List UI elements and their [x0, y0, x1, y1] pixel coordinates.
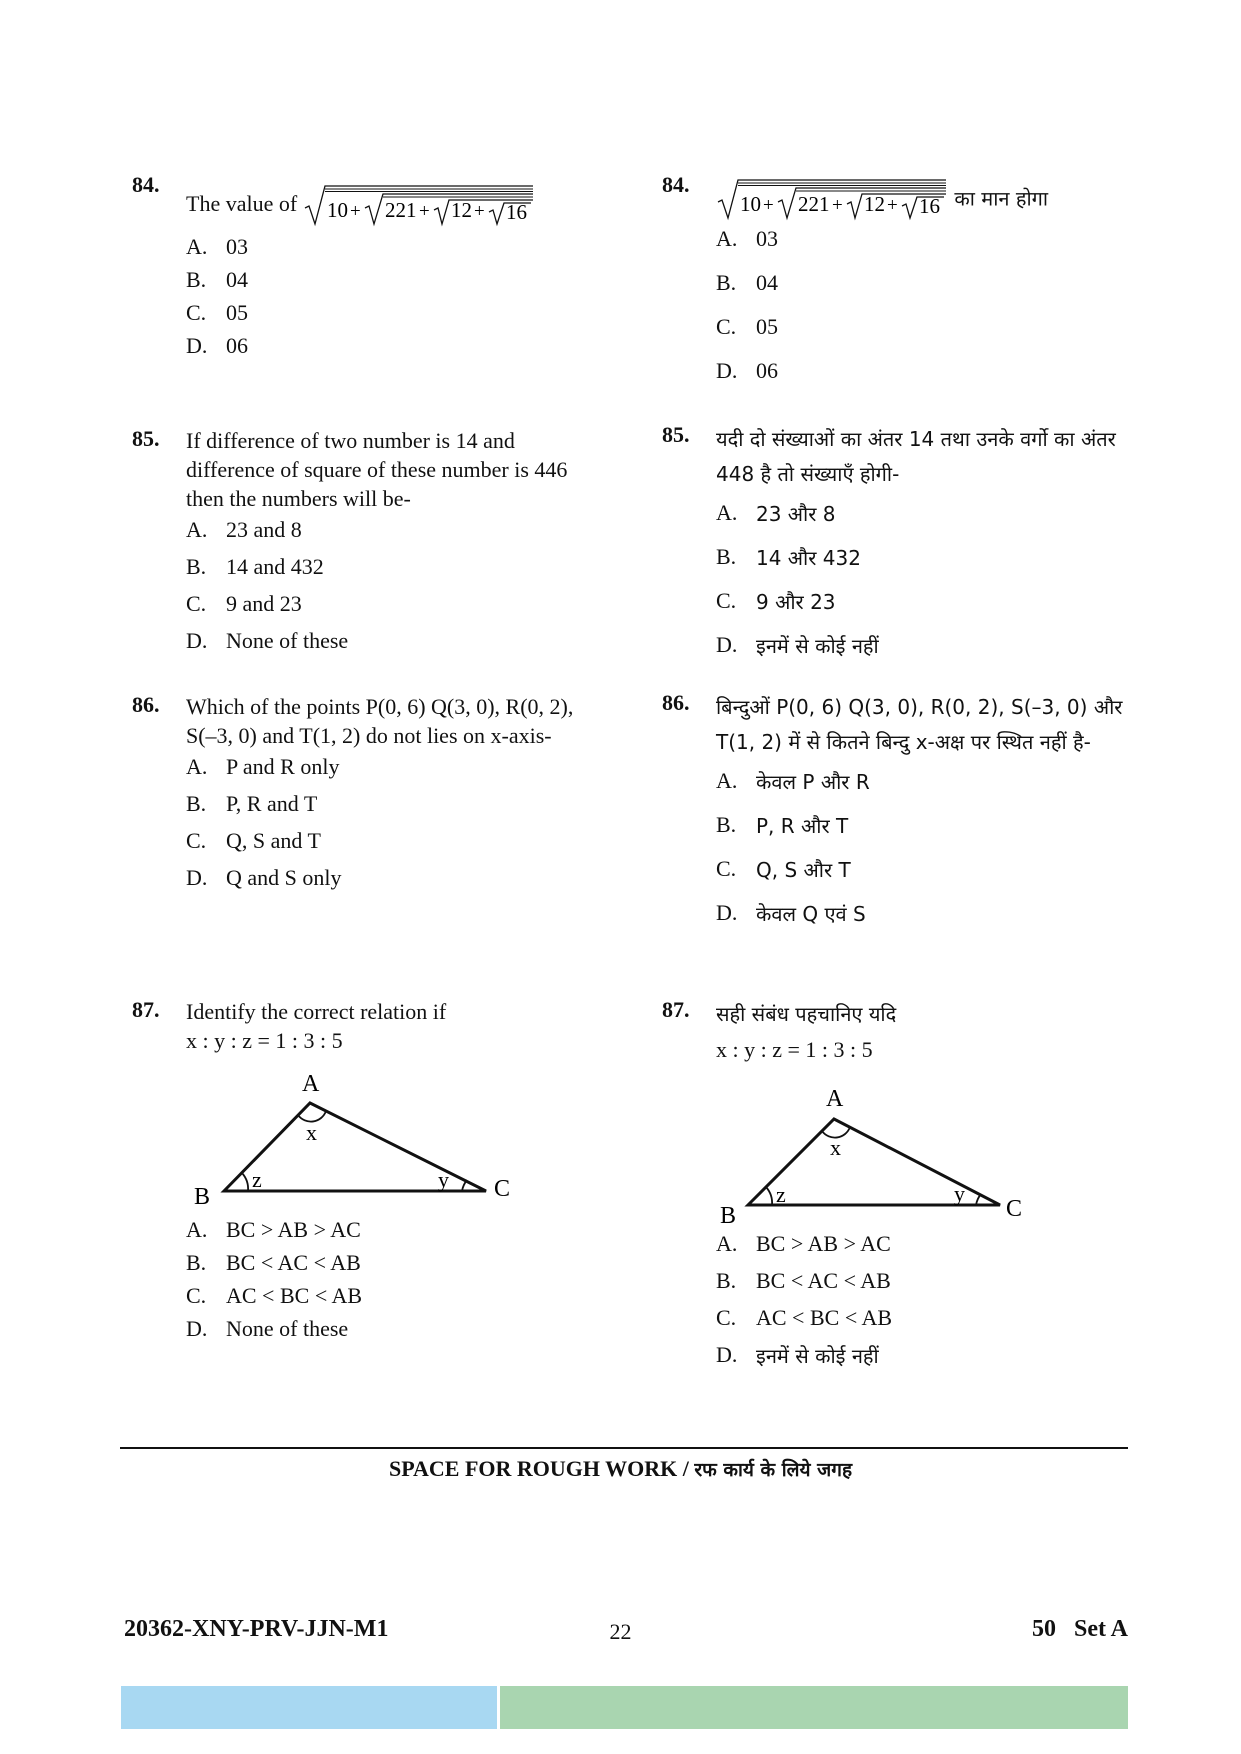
- svg-text:+: +: [887, 195, 898, 216]
- triangle-diagram: [716, 1073, 1076, 1223]
- question-text: बिन्दुओं P(0, 6) Q(3, 0), R(0, 2), S(–3, 0) और T(1, 2) में से कितने बिन्दु x-अक्ष पर स्थित नहीं है-: [716, 695, 1123, 754]
- option-d[interactable]: D. None of these: [186, 628, 349, 653]
- question-number: 86.: [132, 692, 160, 717]
- angle-label-x: x: [306, 1120, 317, 1145]
- option-c[interactable]: C. 05: [716, 314, 778, 339]
- question-text: यदी दो संख्याओं का अंतर 14 तथा उनके वर्गो का अंतर 448 है तो संख्याएँ होगी-: [716, 427, 1116, 486]
- rough-work-divider: [120, 1447, 1128, 1449]
- question-number: 87.: [132, 997, 160, 1022]
- vertex-label-a: A: [302, 1071, 320, 1097]
- question-number: 84.: [662, 172, 690, 197]
- vertex-label-a: A: [826, 1086, 844, 1112]
- svg-text:+: +: [418, 201, 430, 222]
- option-c[interactable]: C. AC < BC < AB: [186, 1283, 363, 1308]
- options-list: [716, 768, 1132, 944]
- option-d[interactable]: D. इनमें से कोई नहीं: [716, 1342, 879, 1368]
- option-b[interactable]: B. 14 और 432: [716, 544, 861, 570]
- question-number: 85.: [132, 426, 160, 451]
- question-number: 85.: [662, 422, 690, 447]
- option-d[interactable]: D. None of these: [186, 1316, 349, 1341]
- options-list: [186, 1217, 652, 1349]
- option-a[interactable]: A. P and R only: [186, 754, 340, 779]
- svg-text:+: +: [763, 195, 774, 216]
- footer-color-bar-green: [500, 1686, 1128, 1729]
- angle-label-x: x: [830, 1135, 841, 1160]
- option-b[interactable]: B. P, R and T: [186, 791, 318, 816]
- options-list: [716, 1231, 1132, 1379]
- option-d[interactable]: D. 06: [186, 333, 248, 358]
- question-number: 87.: [662, 997, 690, 1022]
- option-c[interactable]: C. Q, S और T: [716, 856, 851, 882]
- vertex-label-b: B: [194, 1184, 211, 1210]
- radicand-16: 16: [919, 194, 940, 218]
- option-b[interactable]: B. 04: [186, 267, 248, 292]
- radicand-10: 10: [326, 198, 348, 222]
- angle-arc-c: [976, 1194, 981, 1205]
- angle-label-y: y: [438, 1167, 449, 1192]
- option-c[interactable]: C. Q, S and T: [186, 828, 321, 853]
- angle-arc-b: [242, 1173, 248, 1191]
- option-b[interactable]: B. BC < AC < AB: [716, 1268, 891, 1293]
- vertex-label-c: C: [494, 1176, 511, 1202]
- angle-arc-b: [766, 1187, 772, 1205]
- paper-code: 20362-XNY-PRV-JJN-M1: [124, 1616, 389, 1642]
- options-list: [716, 226, 1132, 402]
- nested-radical-expression: [303, 184, 535, 228]
- option-c[interactable]: C. AC < BC < AB: [716, 1305, 893, 1330]
- nested-radical-expression: [716, 178, 948, 222]
- question-text: The value of: [186, 191, 298, 217]
- option-c[interactable]: C. 9 and 23: [186, 591, 302, 616]
- ratio-text: x : y : z = 1 : 3 : 5: [716, 1037, 873, 1062]
- option-c[interactable]: C. 05: [186, 300, 248, 325]
- question-text: If difference of two number is 14 and difference of square of these number is 446 then the numbers will be-: [186, 428, 568, 511]
- svg-text:+: +: [473, 201, 485, 222]
- option-b[interactable]: B. P, R और T: [716, 812, 849, 838]
- options-list: [186, 517, 652, 665]
- option-d[interactable]: D. Q and S only: [186, 865, 342, 890]
- option-b[interactable]: B. 04: [716, 270, 778, 295]
- option-a[interactable]: A. 03: [186, 234, 248, 259]
- option-d[interactable]: D. केवल Q एवं S: [716, 900, 866, 926]
- radicand-221: 221: [798, 192, 830, 216]
- option-a[interactable]: A. 23 और 8: [716, 500, 836, 526]
- options-list: [186, 234, 652, 366]
- option-a[interactable]: A. 03: [716, 226, 778, 251]
- option-d[interactable]: D. 06: [716, 358, 778, 383]
- set-label: 50 Set A: [1032, 1616, 1128, 1642]
- radicand-16: 16: [505, 200, 527, 224]
- svg-text:+: +: [349, 201, 361, 222]
- question-number: 86.: [662, 690, 690, 715]
- option-b[interactable]: B. BC < AC < AB: [186, 1250, 361, 1275]
- angle-label-z: z: [776, 1182, 786, 1207]
- option-d[interactable]: D. इनमें से कोई नहीं: [716, 632, 879, 658]
- question-text: Which of the points P(0, 6) Q(3, 0), R(0, 2), S(–3, 0) and T(1, 2) do not lies on x-axis-: [186, 694, 574, 748]
- vertex-label-c: C: [1006, 1196, 1023, 1222]
- options-list: [716, 500, 1132, 676]
- page-number: 22: [609, 1619, 632, 1644]
- radicand-12: 12: [864, 192, 885, 216]
- triangle-diagram: [186, 1061, 546, 1211]
- radicand-12: 12: [450, 198, 472, 222]
- ratio-text: x : y : z = 1 : 3 : 5: [186, 1028, 343, 1053]
- option-a[interactable]: A. 23 and 8: [186, 517, 302, 542]
- question-text: सही संबंध पहचानिए यदि: [716, 1002, 897, 1026]
- question-text: का मान होगा: [954, 186, 1049, 211]
- option-c[interactable]: C. 9 और 23: [716, 588, 836, 614]
- question-text: Identify the correct relation if: [186, 999, 447, 1024]
- footer-color-bar-blue: [121, 1686, 497, 1729]
- options-list: [186, 754, 652, 902]
- option-a[interactable]: A. BC > AB > AC: [186, 1217, 361, 1242]
- option-a[interactable]: A. केवल P और R: [716, 768, 870, 794]
- angle-label-z: z: [252, 1167, 262, 1192]
- option-b[interactable]: B. 14 and 432: [186, 554, 324, 579]
- rough-work-heading: SPACE FOR ROUGH WORK / रफ कार्य के लिये जगह: [388, 1456, 853, 1481]
- option-a[interactable]: A. BC > AB > AC: [716, 1231, 891, 1256]
- question-number: 84.: [132, 172, 160, 197]
- angle-label-y: y: [954, 1181, 965, 1206]
- vertex-label-b: B: [720, 1203, 737, 1223]
- radicand-221: 221: [384, 198, 417, 222]
- svg-text:+: +: [832, 195, 843, 216]
- radicand-10: 10: [740, 192, 761, 216]
